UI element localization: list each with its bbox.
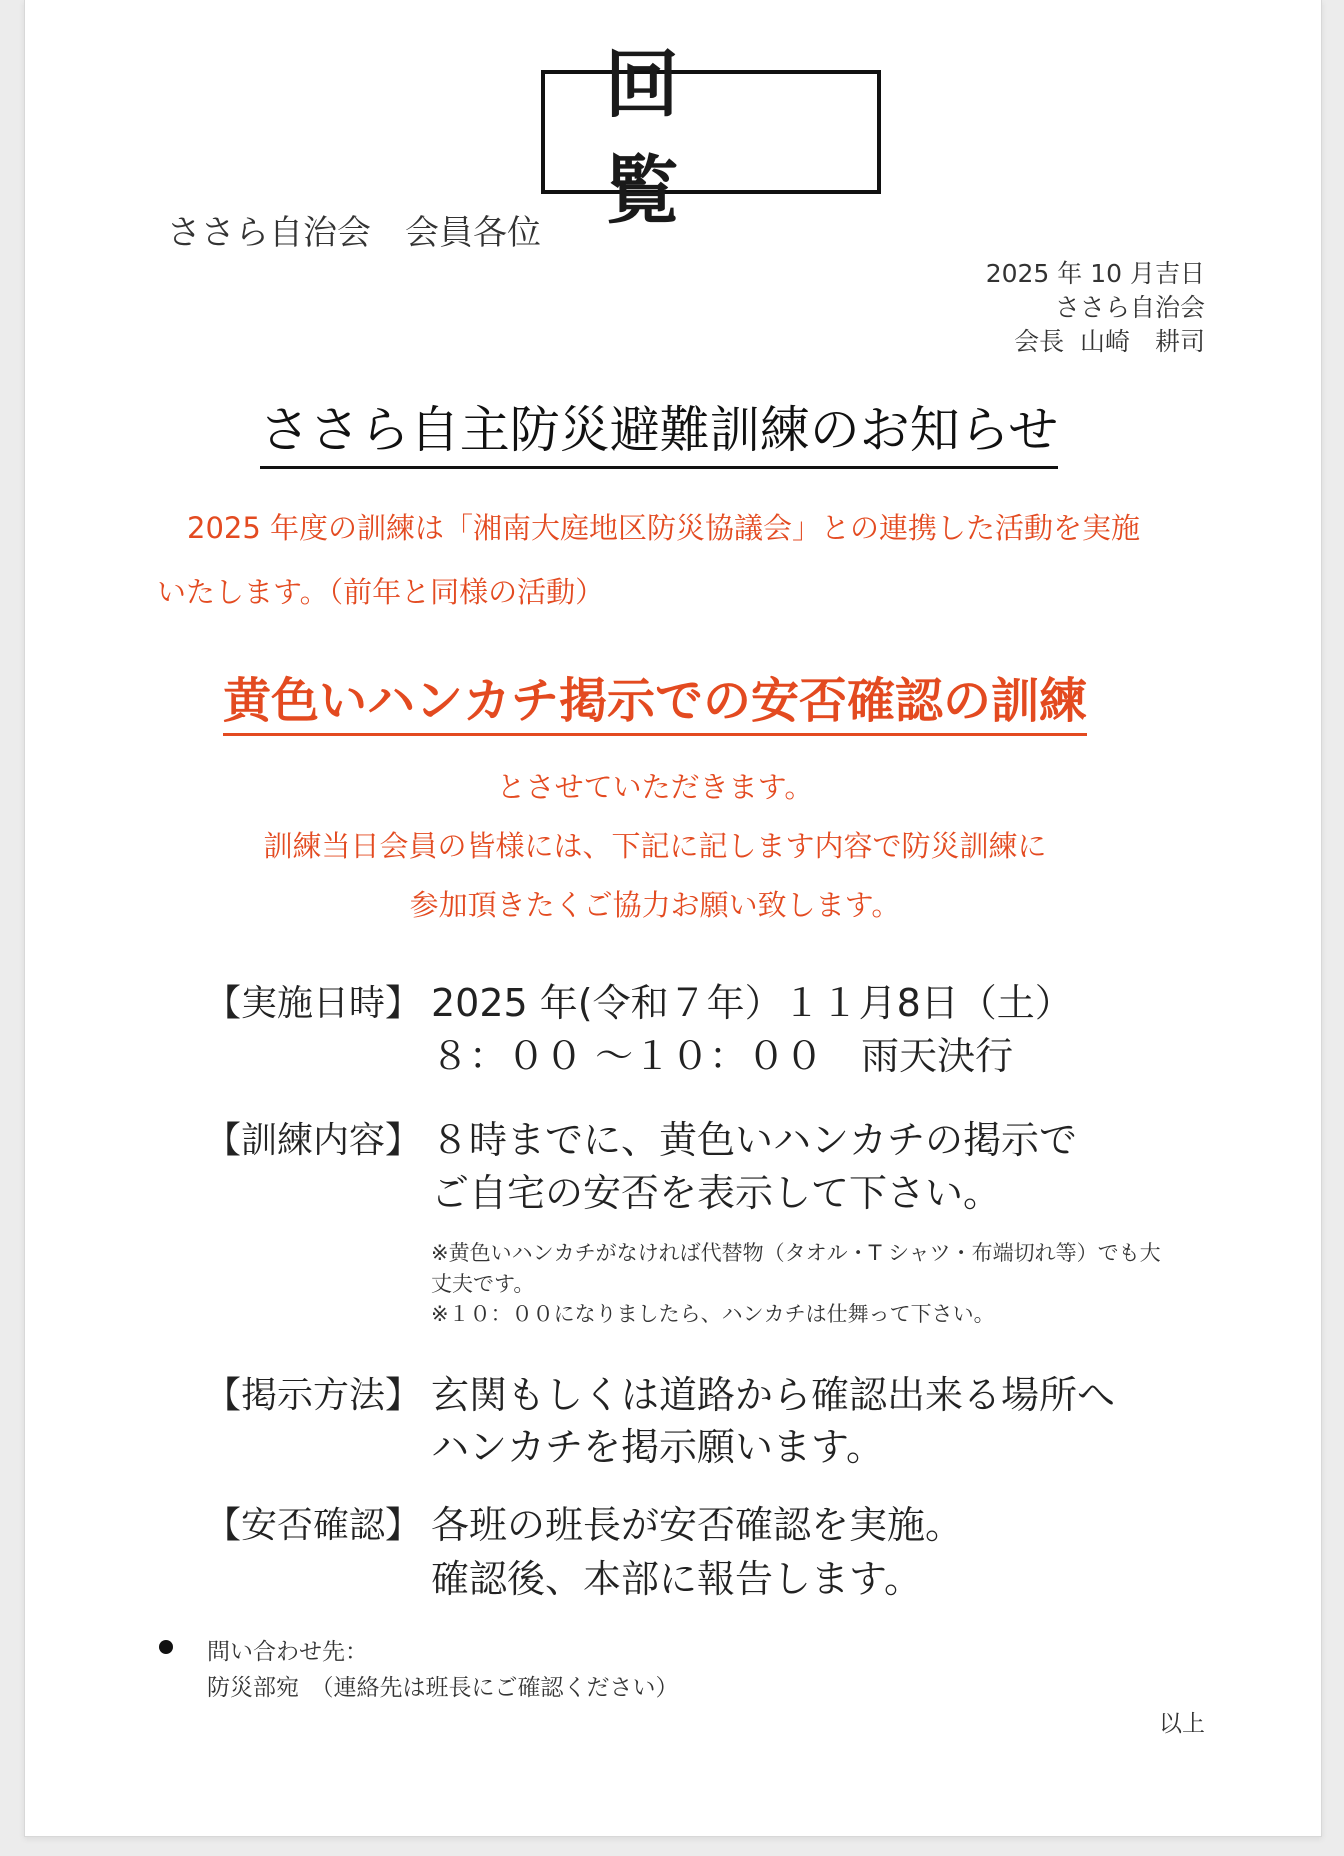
closing-mark: 以上: [1159, 1711, 1205, 1737]
notice-line-1: [25, 765, 1321, 806]
section-safety-line-1: 各班の班長が安否確認を実施。: [431, 1503, 964, 1547]
section-method-label: 【掲示方法】: [205, 1375, 422, 1416]
bullet-icon: [159, 1640, 173, 1654]
president-title: 会長: [1014, 327, 1065, 356]
section-safety-line-2: 確認後、本部に報告します。: [431, 1557, 922, 1601]
intro-line-2: いたします。（前年と同様の活動）: [157, 575, 605, 609]
notice-line-3-text: 参加頂きたくご協力お願い致します。: [409, 888, 901, 922]
section-safety-label: 【安否確認】: [205, 1505, 422, 1546]
contact-label: 問い合わせ先：: [207, 1639, 368, 1665]
notice-line-2-text: 訓練当日会員の皆様には、下記に記します内容で防災訓練に: [263, 829, 1047, 863]
notice-line-3: [25, 883, 1321, 924]
addressee: ささら自治会 会員各位: [167, 213, 541, 253]
contact-detail: 防災部宛 （連絡先は班長にご確認ください）: [207, 1675, 679, 1701]
headline-text: 黄色いハンカチ掲示での安否確認の訓練: [223, 662, 1087, 736]
issuer-org: ささら自治会: [1054, 293, 1205, 322]
document-title-text: ささら自主防災避難訓練のお知らせ: [260, 390, 1059, 469]
document-page: [24, 0, 1322, 1837]
section-content-note-2: 丈夫です。: [431, 1272, 535, 1296]
circulation-mark: 回 覧: [605, 42, 873, 234]
headline: [25, 662, 1321, 736]
document-title: [25, 390, 1321, 469]
circulation-stamp-box: [541, 42, 881, 234]
section-content-line-2: ご自宅の安否を表示して下さい。: [431, 1171, 1002, 1215]
intro-line-1: 2025 年度の訓練は「湘南大庭地区防災協議会」との連携した活動を実施: [187, 511, 1141, 545]
section-content-line-1: ８時までに、黄色いハンカチの掲示で: [431, 1118, 1078, 1162]
issue-date: 2025 年 10 月吉日: [985, 259, 1205, 288]
notice-line-1-text: とさせていただきます。: [496, 770, 814, 804]
section-datetime-line-2: ８：００ ～１０：００ 雨天決行: [431, 1034, 1014, 1078]
section-content-note-3: ※１０：００になりましたら、ハンカチは仕舞って下さい。: [431, 1302, 995, 1326]
section-datetime-line-1: 2025 年(令和７年）１１月8日（土）: [431, 981, 1073, 1025]
section-content-label: 【訓練内容】: [205, 1120, 422, 1161]
section-method-line-1: 玄関もしくは道路から確認出来る場所へ: [431, 1373, 1116, 1417]
section-method-line-2: ハンカチを掲示願います。: [431, 1425, 884, 1469]
president-name: 山崎 耕司: [1079, 327, 1205, 356]
issuer-president: [1014, 322, 1205, 358]
section-datetime-label: 【実施日時】: [205, 983, 422, 1024]
section-content-note-1: ※黄色いハンカチがなければ代替物（タオル・T シャツ・布端切れ等）でも大: [431, 1241, 1161, 1265]
notice-line-2: [25, 824, 1321, 865]
